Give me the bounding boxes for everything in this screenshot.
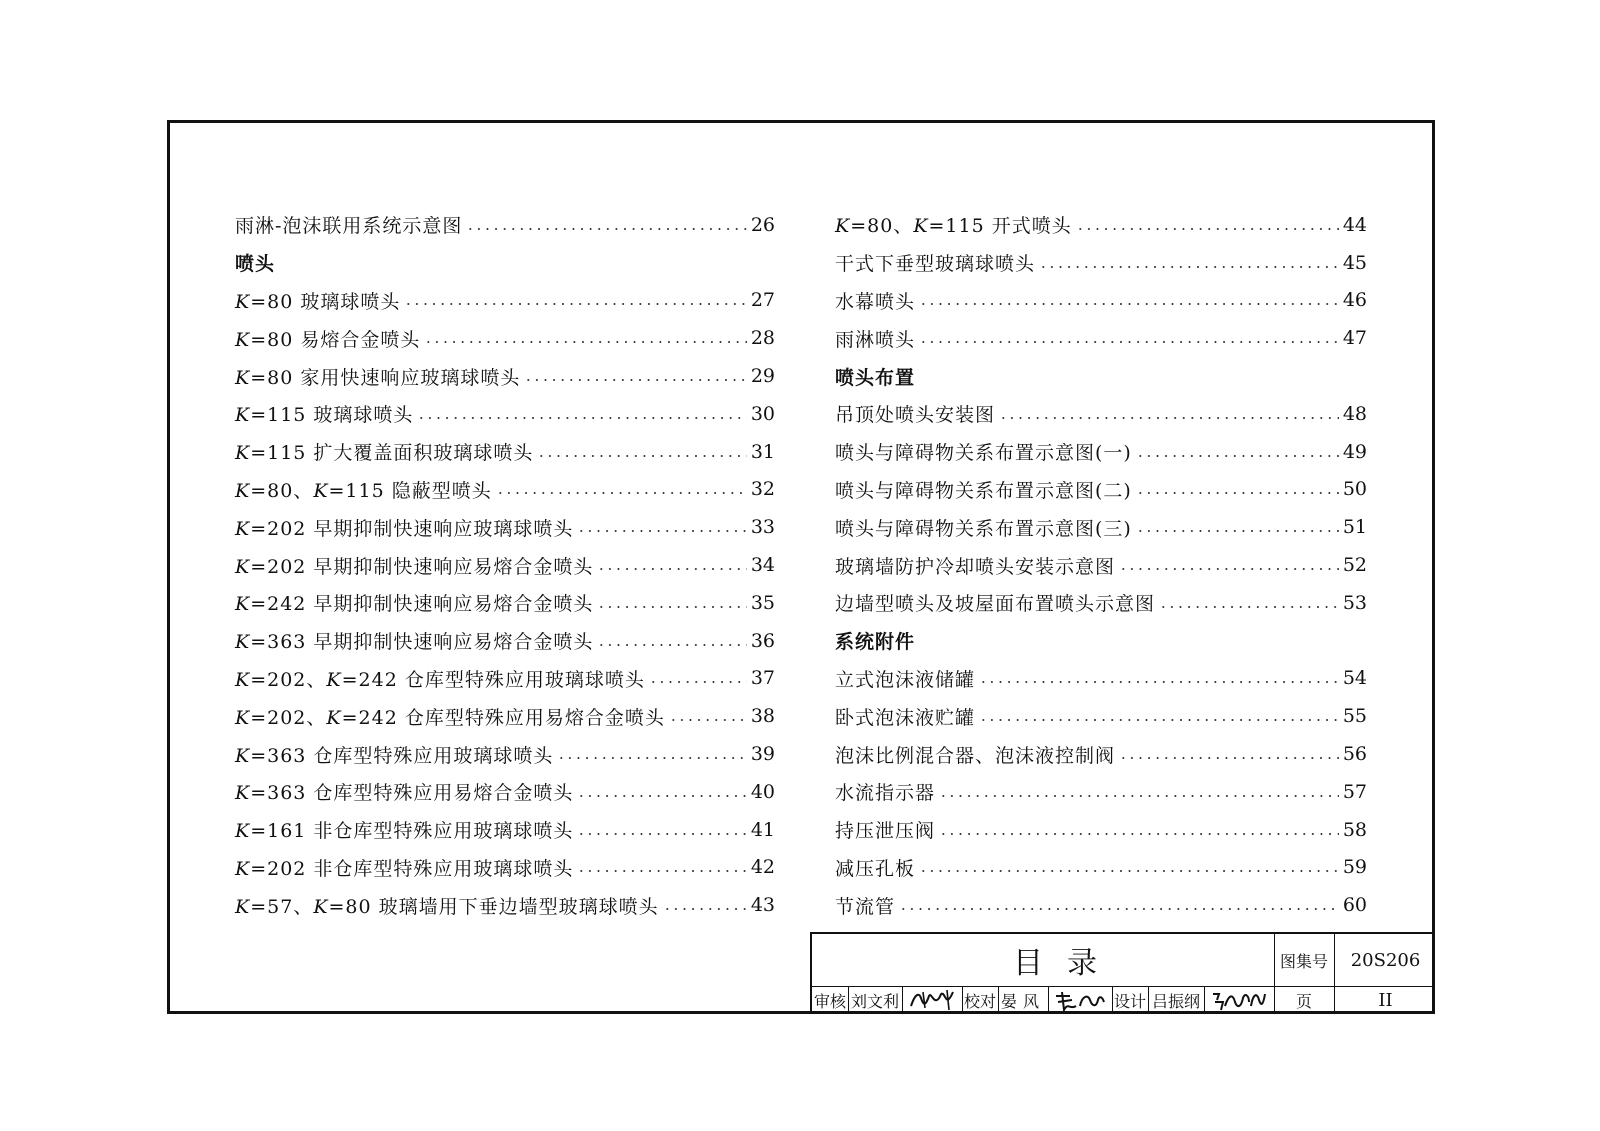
toc-entry-text: 雨淋-泡沫联用系统示意图	[235, 215, 463, 238]
toc-entry-title	[835, 514, 1132, 541]
toc-entry-title	[835, 816, 935, 843]
toc-entry	[835, 546, 1367, 584]
dot-leader	[939, 833, 1339, 835]
k-factor-symbol: K	[313, 895, 329, 918]
title-block	[810, 932, 1435, 1014]
toc-entry	[235, 357, 775, 395]
toc-entry-text: =242 仓库型特殊应用易熔合金喷头	[341, 706, 665, 729]
toc-page-number: 33	[750, 516, 775, 539]
k-factor-symbol: K	[235, 479, 251, 502]
toc-entry-text: 节流管	[835, 895, 896, 918]
k-factor-symbol: K	[235, 706, 251, 729]
toc-entry-title	[835, 741, 1115, 768]
toc-entry-text: =363 仓库型特殊应用易熔合金喷头	[250, 782, 574, 805]
toc-entry	[235, 735, 775, 773]
dot-leader	[1136, 492, 1339, 494]
toc-entry-text: =57、	[250, 895, 314, 918]
toc-entry-title	[235, 363, 520, 390]
toc-page-number: 48	[1342, 402, 1367, 425]
toc-entry	[235, 546, 775, 584]
dot-leader	[524, 379, 746, 381]
toc-entry-title	[835, 552, 1115, 579]
reviewer-signature	[902, 986, 962, 1014]
dot-leader	[577, 870, 746, 872]
toc-entry-title	[235, 778, 573, 805]
dot-leader	[557, 757, 746, 759]
toc-page-number: 58	[1342, 818, 1367, 841]
dot-leader	[669, 719, 747, 721]
dot-leader	[1159, 606, 1339, 608]
toc-entry	[835, 282, 1367, 320]
toc-section-heading	[235, 244, 775, 282]
toc-entry-title	[835, 249, 1035, 276]
design-label: 设计	[1113, 991, 1146, 1011]
toc-entry-text: 干式下垂型玻璃球喷头	[835, 253, 1036, 276]
toc-page-number: 42	[750, 856, 775, 879]
k-factor-symbol: K	[235, 290, 251, 313]
dot-leader	[649, 681, 747, 683]
toc-entry	[235, 849, 775, 887]
toc-entry	[235, 282, 775, 320]
dot-leader	[899, 908, 1339, 910]
dot-leader	[417, 417, 746, 419]
dot-leader	[1136, 455, 1339, 457]
dot-leader	[577, 795, 746, 797]
toc-entry-text: 泡沫比例混合器、泡沫液控制阀	[835, 744, 1116, 767]
toc-page-number: 35	[750, 591, 775, 614]
toc-page-number: 32	[750, 478, 775, 501]
toc-entry-title	[235, 211, 462, 238]
k-factor-symbol: K	[235, 404, 251, 427]
toc-entry-text: 玻璃墙防护冷却喷头安装示意图	[835, 555, 1116, 578]
dot-leader	[537, 455, 746, 457]
toc-entry-text: 水流指示器	[835, 782, 936, 805]
toc-page-number: 51	[1342, 516, 1367, 539]
dot-leader	[979, 719, 1339, 721]
toc-page-number: 31	[750, 440, 775, 463]
toc-entry	[835, 584, 1367, 622]
toc-entry	[835, 773, 1367, 811]
toc-entry-title	[835, 854, 915, 881]
toc-page-number: 50	[1342, 478, 1367, 501]
toc-entry-title	[835, 589, 1155, 616]
toc-page-number: 36	[750, 629, 775, 652]
dot-leader	[496, 492, 747, 494]
toc-entry-text: =115 开式喷头	[928, 215, 1072, 238]
toc-page-number: 56	[1342, 743, 1367, 766]
toc-entry-title	[835, 211, 1072, 238]
toc-entry-text: 减压孔板	[835, 857, 916, 880]
toc-entry-text: =363 早期抑制快速响应易熔合金喷头	[250, 631, 594, 654]
designer-name: 吕振纲	[1151, 991, 1200, 1011]
toc-entry-title	[235, 287, 400, 314]
k-factor-symbol: K	[235, 593, 251, 616]
toc-entry-text: 立式泡沫液储罐	[835, 668, 976, 691]
toc-entry-text: =363 仓库型特殊应用玻璃球喷头	[250, 744, 554, 767]
dot-leader	[1076, 228, 1339, 230]
toc-entry-title: 喷头	[235, 253, 276, 276]
k-factor-symbol: K	[235, 366, 251, 389]
toc-right-column	[835, 206, 1367, 924]
toc-entry	[235, 697, 775, 735]
toc-entry	[235, 395, 775, 433]
dot-leader	[919, 303, 1339, 305]
dot-leader	[597, 568, 746, 570]
toc-section-heading	[835, 357, 1367, 395]
toc-entry-text: =202、	[250, 668, 327, 691]
k-factor-symbol: K	[326, 668, 342, 691]
dot-leader	[1039, 266, 1339, 268]
toc-entry-text: =202 早期抑制快速响应玻璃球喷头	[250, 517, 574, 540]
k-factor-symbol: K	[235, 857, 251, 880]
k-factor-symbol: K	[313, 479, 329, 502]
toc-page-number: 45	[1342, 251, 1367, 274]
toc-page-number: 60	[1342, 894, 1367, 917]
toc-page-number: 46	[1342, 289, 1367, 312]
toc-page-number: 55	[1342, 705, 1367, 728]
designer-signature	[1204, 986, 1274, 1014]
page-label: 页	[1295, 991, 1312, 1011]
toc-entry-title	[235, 816, 573, 843]
k-factor-symbol: K	[235, 744, 251, 767]
toc-entry-text: 卧式泡沫液贮罐	[835, 706, 976, 729]
toc-entry	[235, 433, 775, 471]
toc-page-number: 49	[1342, 440, 1367, 463]
toc-page-number: 53	[1342, 591, 1367, 614]
toc-entry	[835, 697, 1367, 735]
dot-leader	[979, 681, 1339, 683]
toc-entry-text: 边墙型喷头及坡屋面布置喷头示意图	[835, 593, 1156, 616]
toc-page-number: 40	[750, 780, 775, 803]
toc-entry	[235, 206, 775, 244]
toc-page-number: 59	[1342, 856, 1367, 879]
checker-name: 晏风	[1000, 991, 1045, 1011]
k-factor-symbol: K	[235, 895, 251, 918]
toc-entry-text: =80 玻璃墙用下垂边墙型玻璃球喷头	[328, 895, 659, 918]
dot-leader	[577, 530, 746, 532]
reviewer-name: 刘文利	[850, 991, 899, 1011]
toc-page-number: 38	[750, 705, 775, 728]
toc-entry	[835, 319, 1367, 357]
toc-entry-title	[835, 778, 935, 805]
dot-leader	[1136, 530, 1339, 532]
toc-entry	[235, 811, 775, 849]
review-label: 审核	[813, 991, 846, 1011]
toc-entry	[835, 395, 1367, 433]
dot-leader	[466, 228, 746, 230]
toc-entry-text: =115 玻璃球喷头	[250, 404, 414, 427]
dot-leader	[919, 341, 1339, 343]
dot-leader	[597, 644, 746, 646]
toc-page-number: 28	[750, 327, 775, 350]
dot-leader	[919, 870, 1339, 872]
dot-leader	[999, 417, 1339, 419]
toc-entry-title	[835, 438, 1132, 465]
toc-entry-title	[835, 665, 975, 692]
toc-entry-text: =242 仓库型特殊应用玻璃球喷头	[341, 668, 645, 691]
toc-entry-text: =202 非仓库型特殊应用玻璃球喷头	[250, 857, 574, 880]
toc-entry-title	[235, 854, 573, 881]
toc-entry-title	[835, 287, 915, 314]
toc-page-number: 44	[1342, 213, 1367, 236]
k-factor-symbol: K	[326, 706, 342, 729]
toc-entry-title	[235, 665, 645, 692]
toc-entry-text: =202 早期抑制快速响应易熔合金喷头	[250, 555, 594, 578]
toc-entry-title	[235, 892, 659, 919]
toc-page-number: 27	[750, 289, 775, 312]
k-factor-symbol: K	[235, 782, 251, 805]
toc-page-number: 34	[750, 554, 775, 577]
dot-leader	[597, 606, 746, 608]
checker-signature	[1048, 986, 1112, 1014]
toc-entry	[835, 660, 1367, 698]
page-number: II	[1378, 989, 1393, 1011]
toc-entry-text: 持压泄压阀	[835, 820, 936, 843]
toc-entry-text: 喷头与障碍物关系布置示意图(三)	[835, 517, 1132, 540]
k-factor-symbol: K	[235, 442, 251, 465]
toc-entry-title	[235, 627, 593, 654]
toc-entry-title	[835, 400, 995, 427]
k-factor-symbol: K	[235, 517, 251, 540]
toc-page-number: 37	[750, 667, 775, 690]
toc-entry	[835, 735, 1367, 773]
toc-entry	[235, 622, 775, 660]
toc-page-number: 39	[750, 743, 775, 766]
dot-leader	[424, 341, 746, 343]
dot-leader	[404, 303, 746, 305]
toc-page-number: 47	[1342, 327, 1367, 350]
toc-entry-text: 雨淋喷头	[835, 328, 916, 351]
toc-entry-text: =202、	[250, 706, 327, 729]
k-factor-symbol: K	[235, 631, 251, 654]
toc-page-number: 57	[1342, 780, 1367, 803]
toc-entry-title: 喷头布置	[835, 366, 916, 389]
toc-entry-title	[235, 438, 533, 465]
toc-entry-title	[235, 552, 593, 579]
checker-signature-mark	[1052, 988, 1108, 1012]
k-factor-symbol: K	[913, 215, 929, 238]
atlas-number: 20S206	[1350, 949, 1421, 971]
toc-page-number: 52	[1342, 554, 1367, 577]
toc-entry-title	[835, 476, 1132, 503]
k-factor-symbol: K	[235, 820, 251, 843]
k-factor-symbol: K	[835, 215, 851, 238]
toc-entry-title	[835, 325, 915, 352]
toc-entry-text: 水幕喷头	[835, 290, 916, 313]
toc-entry-text: =80 玻璃球喷头	[250, 290, 401, 313]
dot-leader	[1119, 757, 1339, 759]
toc-entry-text: =80、	[250, 479, 314, 502]
toc-entry	[835, 244, 1367, 282]
atlas-number-label: 图集号	[1279, 951, 1328, 971]
toc-entry-text: =80 易熔合金喷头	[250, 328, 421, 351]
check-label: 校对	[963, 991, 996, 1011]
toc-entry-text: =242 早期抑制快速响应易熔合金喷头	[250, 593, 594, 616]
toc-entry-title	[235, 741, 553, 768]
toc-entry-title	[235, 703, 665, 730]
toc-page-number: 43	[750, 894, 775, 917]
toc-entry-title	[835, 892, 895, 919]
toc-entry	[835, 886, 1367, 924]
toc-section-heading	[835, 622, 1367, 660]
toc-page-number: 30	[750, 402, 775, 425]
dot-leader	[939, 795, 1339, 797]
designer-signature-mark	[1209, 988, 1269, 1012]
toc-page-number: 41	[750, 818, 775, 841]
toc-entry	[835, 206, 1367, 244]
toc-entry	[835, 849, 1367, 887]
dot-leader	[1119, 568, 1339, 570]
k-factor-symbol: K	[235, 668, 251, 691]
toc-entry-text: =80 家用快速响应玻璃球喷头	[250, 366, 521, 389]
toc-entry-title	[835, 703, 975, 730]
toc-entry	[235, 319, 775, 357]
toc-entry-text: =80、	[850, 215, 914, 238]
toc-entry	[235, 660, 775, 698]
toc-entry-title	[235, 325, 420, 352]
dot-leader	[663, 908, 747, 910]
toc-entry	[835, 471, 1367, 509]
reviewer-signature-mark	[907, 988, 957, 1012]
toc-entry-title	[235, 476, 492, 503]
dot-leader	[577, 833, 746, 835]
toc-entry-text: 吊顶处喷头安装图	[835, 404, 996, 427]
toc-entry	[235, 773, 775, 811]
toc-entry-title	[235, 514, 573, 541]
toc-entry-title	[235, 400, 413, 427]
toc-left-column	[235, 206, 775, 924]
toc-entry-title	[235, 589, 593, 616]
toc-entry	[235, 471, 775, 509]
toc-entry-text: =115 隐蔽型喷头	[328, 479, 492, 502]
toc-entry-text: 喷头与障碍物关系布置示意图(二)	[835, 479, 1132, 502]
drawing-title: 目录	[1013, 946, 1121, 981]
toc-entry-text: 喷头与障碍物关系布置示意图(一)	[835, 442, 1132, 465]
toc-entry	[235, 508, 775, 546]
toc-entry	[235, 584, 775, 622]
k-factor-symbol: K	[235, 328, 251, 351]
toc-page-number: 26	[750, 213, 775, 236]
toc-entry-text: =115 扩大覆盖面积玻璃球喷头	[250, 442, 534, 465]
k-factor-symbol: K	[235, 555, 251, 578]
toc-entry	[835, 433, 1367, 471]
toc-entry-text: =161 非仓库型特殊应用玻璃球喷头	[250, 820, 574, 843]
toc-entry	[835, 811, 1367, 849]
toc-entry-title: 系统附件	[835, 631, 916, 654]
toc-entry	[235, 886, 775, 924]
toc-page-number: 29	[750, 365, 775, 388]
toc-entry	[835, 508, 1367, 546]
toc-page-number: 54	[1342, 667, 1367, 690]
